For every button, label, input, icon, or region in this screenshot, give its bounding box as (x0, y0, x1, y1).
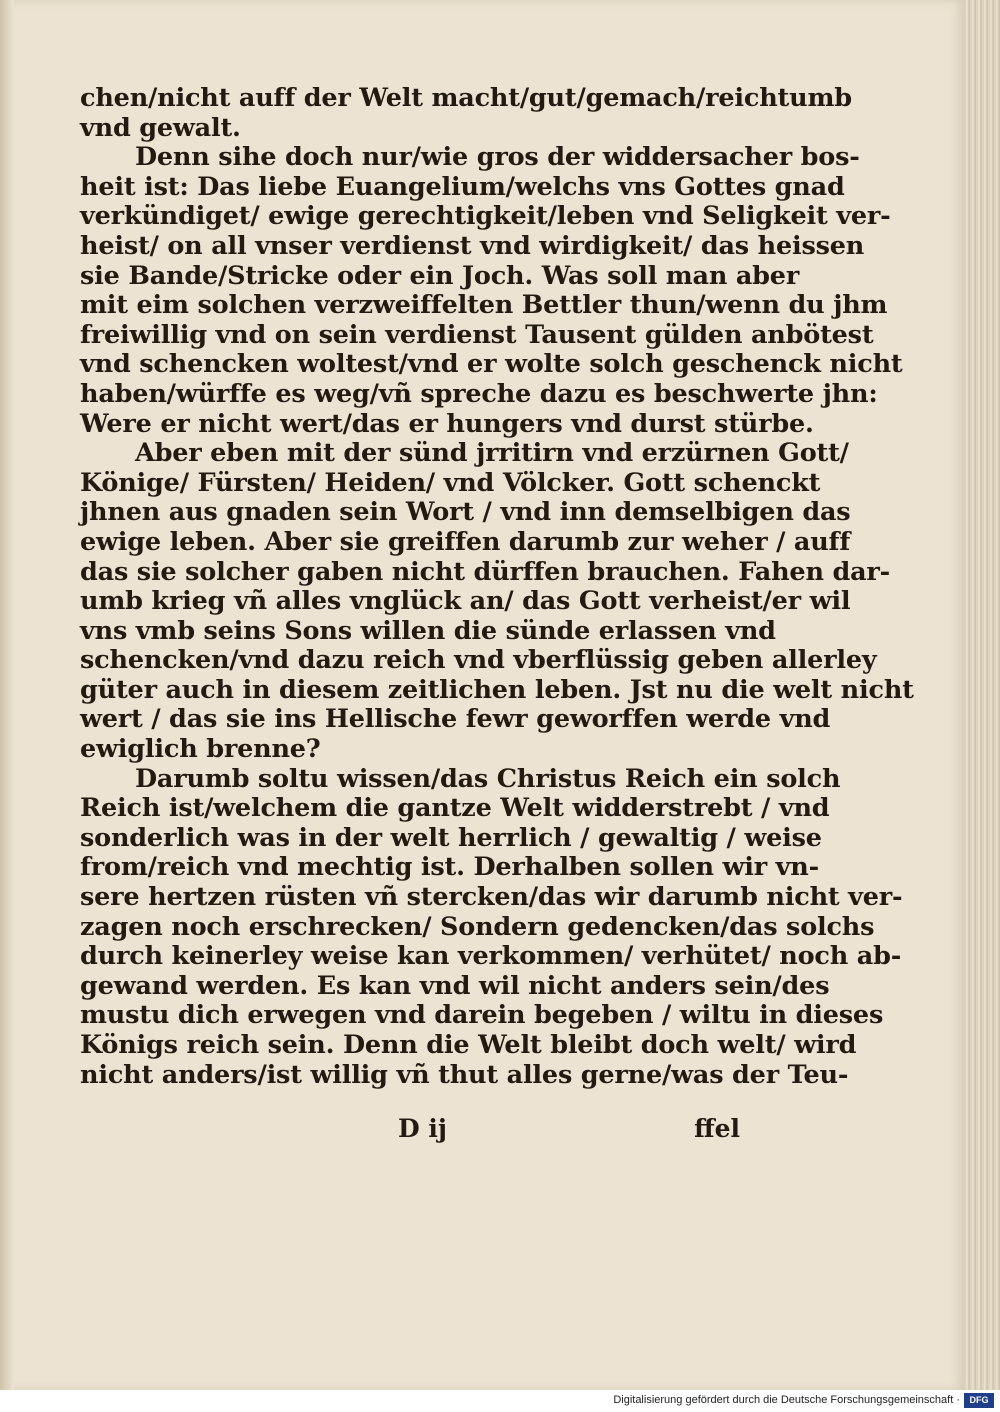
text-line: from/reich vnd mechtig ist. Derhalben sollen wir vn- (80, 852, 819, 883)
text-line: Aber eben mit der sünd jrritirn vnd erzürnen Gott/ (135, 438, 849, 469)
text-line: schencken/vnd dazu reich vnd vberflüssig geben allerley (80, 645, 877, 676)
text-line: sonderlich was in der welt herrlich / gewaltig / weise (80, 822, 822, 853)
catchword: ffel (694, 1114, 740, 1143)
text-line: umb krieg vñ alles vnglück an/ das Gott verheist/er wil (80, 586, 851, 617)
text-line: jhnen aus gnaden sein Wort / vnd inn demselbigen das (80, 497, 851, 528)
text-line: mit eim solchen verzweiffelten Bettler thun/wenn du jhm (80, 290, 888, 321)
text-line: sie Bande/Stricke oder ein Joch. Was soll man aber (80, 260, 800, 291)
text-line: heist/ on all vnser verdienst vnd wirdigkeit/ das heissen (80, 230, 865, 261)
text-line: vnd gewalt. (80, 112, 241, 143)
text-line: heit ist: Das liebe Euangelium/welchs vns Gottes gnad (80, 171, 845, 202)
text-line: mustu dich erwegen vnd darein begeben / wiltu in dieses (80, 1000, 884, 1031)
text-line: wert / das sie ins Hellische fewr geworffen werde vnd (80, 704, 831, 735)
text-line: durch keinerley weise kan verkommen/ verhütet/ noch ab- (80, 941, 902, 972)
text-line: freiwillig vnd on sein verdienst Tausent gülden anbötest (80, 319, 874, 350)
page-gutter (0, 0, 14, 1390)
text-line: verkündiget/ ewige gerechtigkeit/leben vnd Seligkeit ver- (80, 201, 891, 232)
text-line: vns vmb seins Sons willen die sünde erlassen vnd (80, 615, 776, 646)
page-edges (965, 0, 1000, 1390)
page-text-block (80, 83, 914, 1090)
credit-bar (0, 1390, 1000, 1412)
text-line: sere hertzen rüsten vñ stercken/das wir darumb nicht ver- (80, 882, 903, 913)
text-line: vnd schencken woltest/vnd er wolte solch geschenck nicht (80, 349, 903, 380)
text-line: ewiglich brenne? (80, 734, 321, 765)
funding-credit: Digitalisierung gefördert durch die Deutsche Forschungsgemeinschaft · (613, 1394, 960, 1406)
text-line: ewige leben. Aber sie greiffen darumb zur weher / auff (80, 526, 851, 557)
text-line: zagen noch erschrecken/ Sondern gedencken/das solchs (80, 911, 875, 942)
text-line: Darumb soltu wissen/das Christus Reich ein solch (135, 763, 841, 794)
text-line: güter auch in diesem zeitlichen leben. Jst nu die welt nicht (80, 674, 914, 705)
signature-mark: D ij (398, 1114, 447, 1143)
text-line: haben/würffe es weg/vñ spreche dazu es beschwerte jhn: (80, 378, 878, 409)
text-line: Were er nicht wert/das er hungers vnd durst stürbe. (80, 408, 814, 439)
text-line: Königs reich sein. Denn die Welt bleibt doch welt/ wird (80, 1030, 857, 1060)
text-line: Könige/ Fürsten/ Heiden/ vnd Völcker. Gott schenckt (80, 467, 821, 498)
text-line: gewand werden. Es kan vnd wil nicht anders sein/des (80, 970, 830, 1001)
dfg-logo: DFG (964, 1393, 994, 1408)
text-line: nicht anders/ist willig vñ thut alles gerne/was der Teu- (80, 1059, 849, 1090)
text-line: Denn sihe doch nur/wie gros der widdersacher bos- (135, 142, 860, 173)
text-line: chen/nicht auff der Welt macht/gut/gemach/reichtumb (80, 83, 852, 113)
text-line: das sie solcher gaben nicht dürffen brauchen. Fahen dar- (80, 556, 891, 587)
page-footer (80, 1114, 740, 1146)
text-line: Reich ist/welchem die gantze Welt widderstrebt / vnd (80, 793, 830, 824)
